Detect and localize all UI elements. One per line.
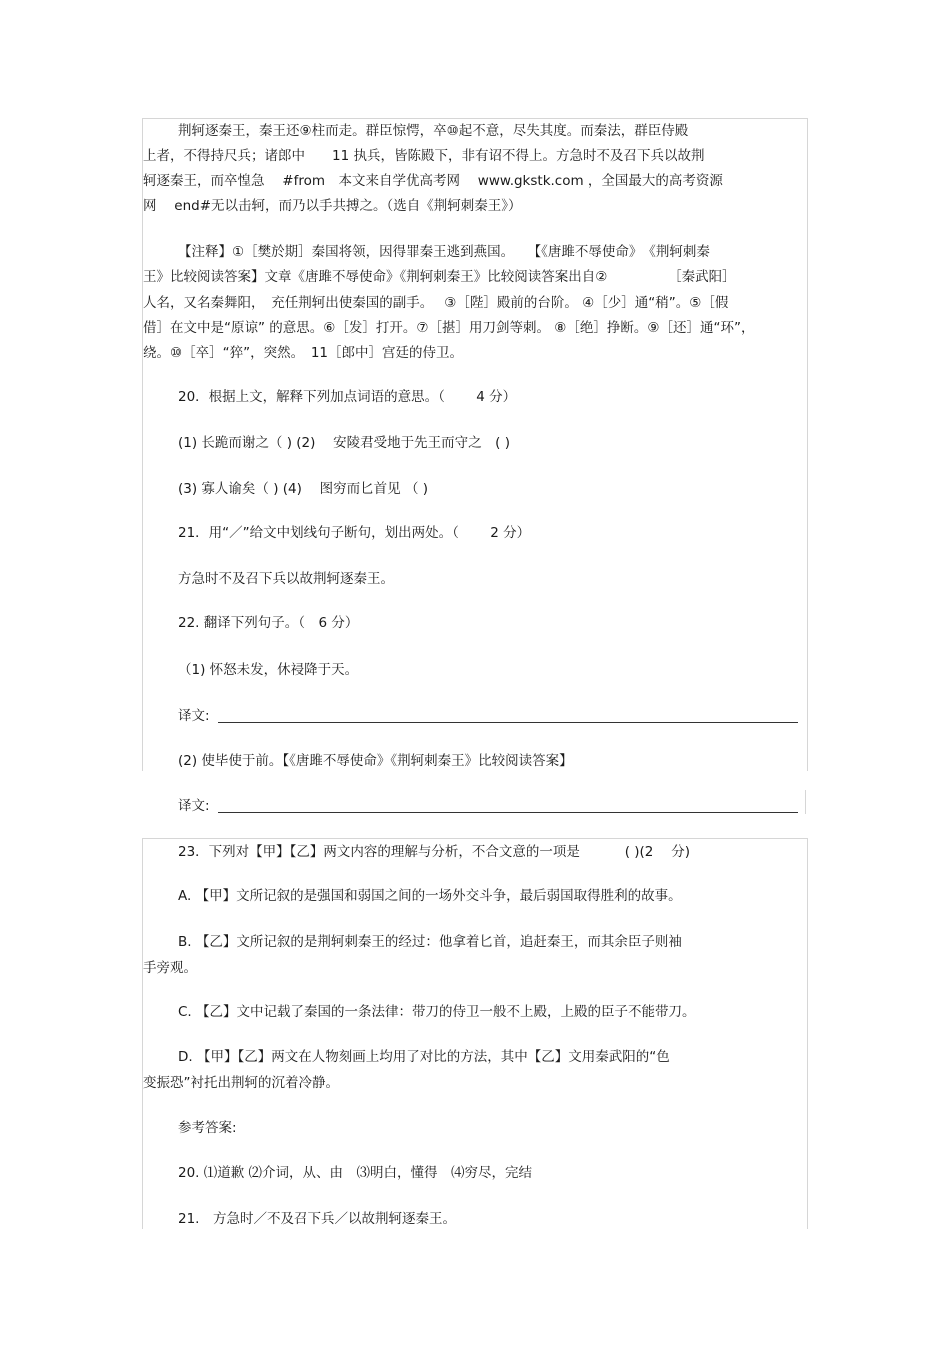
- option-b-line-2: 手旁观。: [143, 960, 197, 976]
- translation-label-1: 译文:: [178, 708, 210, 724]
- question-23: 23．下列对【甲】【乙】两文内容的理解与分析，不合文意的一项是 ( )(2 分): [178, 844, 690, 860]
- option-a: A. 【甲】文所记叙的是强国和弱国之间的一场外交斗争，最后弱国取得胜利的故事。: [178, 888, 682, 904]
- question-20-items-b: (3) 寡人谕矣（ ) (4) 图穷而匕首见 （ ): [178, 481, 429, 497]
- passage-line-4: 网 end#无以击轲，而乃以手共搏之。（选自《荆轲刺秦王》）: [143, 198, 522, 214]
- passage-line-1: 荆轲逐秦王，秦王还⑨柱而走。群臣惊愕，卒⑩起不意，尽失其度。而秦法，群臣侍殿: [178, 123, 689, 139]
- notes-line-1: 【注释】①［樊於期］秦国将领，因得罪秦王逃到燕国。 【《唐雎不辱使命》 《荆轲刺秦: [178, 244, 710, 260]
- answers-heading: 参考答案:: [178, 1120, 237, 1136]
- option-d-line-2: 变振恐”衬托出荆轲的沉着冷静。: [143, 1075, 339, 1091]
- notes-line-5: 绕。⑩［卒］“猝”，突然。 11［郎中］宫廷的侍卫。: [143, 345, 464, 361]
- question-20: 20．根据上文，解释下列加点词语的意思。（ 4 分）: [178, 389, 517, 405]
- passage-line-3: 轲逐秦王，而卒惶急 #from 本文来自学优高考网 www.gkstk.com ，全国最大的高考资源: [143, 173, 723, 189]
- question-21-sentence: 方急时不及召下兵以故荆轲逐秦王。: [178, 571, 394, 587]
- translation-label-2: 译文:: [178, 798, 210, 814]
- notes-line-4: 借］在文中是“原谅” 的意思。⑥［发］打开。⑦［揕］用刀剑等刺。 ⑧［绝］挣断。⑨［还］通“环”，: [143, 320, 755, 336]
- notes-line-2: 王》比较阅读答案】文章《唐雎不辱使命》《荆轲刺秦王》比较阅读答案出自② ［秦武阳］: [143, 269, 736, 285]
- page-frame-upper-tail: [805, 790, 806, 814]
- option-c: C. 【乙】文中记载了秦国的一条法律：带刀的侍卫一般不上殿，上殿的臣子不能带刀。: [178, 1004, 696, 1020]
- question-22-item-1: （1) 怀怒未发，休祲降于天。: [178, 662, 359, 678]
- option-d-line-1: D. 【甲】【乙】两文在人物刻画上均用了对比的方法，其中【乙】文用秦武阳的“色: [178, 1049, 670, 1065]
- answer-21: 21. 方急时／不及召下兵／以故荆轲逐秦王。: [178, 1211, 456, 1227]
- question-22-item-2: (2) 使毕使于前。【《唐雎不辱使命》《荆轲刺秦王》比较阅读答案】: [178, 753, 573, 769]
- question-22: 22. 翻译下列句子。（ 6 分）: [178, 615, 359, 631]
- translation-blank-1[interactable]: [218, 722, 798, 723]
- passage-line-2: 上者，不得持尺兵；诸郎中 11 执兵，皆陈殿下，非有诏不得上。方急时不及召下兵以故荆: [143, 148, 705, 164]
- question-21: 21．用“／”给文中划线句子断句，划出两处。（ 2 分）: [178, 525, 531, 541]
- answer-20: 20. ⑴道歉 ⑵介词，从、由 ⑶明白，懂得 ⑷穷尽，完结: [178, 1165, 533, 1181]
- translation-blank-2[interactable]: [218, 812, 798, 813]
- option-b-line-1: B. 【乙】文所记叙的是荆轲刺秦王的经过：他拿着匕首，追赶秦王，而其余臣子则袖: [178, 934, 682, 950]
- notes-line-3: 人名，又名秦舞阳， 充任荆轲出使秦国的副手。 ③［陛］殿前的台阶。 ④［少］通“稍”。⑤［假: [143, 295, 729, 311]
- question-20-items-a: (1) 长跪而谢之（ ) (2) 安陵君受地于先王而守之 ( ): [178, 435, 511, 451]
